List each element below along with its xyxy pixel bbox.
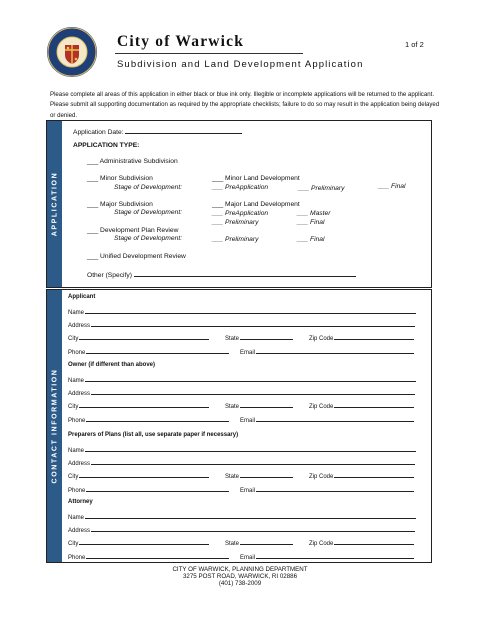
option-dev-plan-preliminary[interactable]: ___ Preliminary — [212, 236, 259, 243]
owner-email-row — [240, 415, 414, 424]
applicant-city-field[interactable] — [79, 333, 209, 340]
other-specify-row — [87, 270, 356, 279]
attorney-city-label: City — [68, 541, 79, 547]
owner-phone-field[interactable] — [86, 415, 229, 422]
applicant-zip-label: Zip Code — [309, 336, 334, 342]
option-minor-subdivision[interactable]: ___ Minor Subdivision — [87, 175, 153, 182]
option-administrative-subdivision[interactable]: ___ Administrative Subdivision — [87, 158, 178, 165]
owner-state-row — [225, 401, 293, 410]
preparer-address-label: Address — [68, 461, 91, 467]
owner-address-field[interactable] — [91, 388, 415, 395]
stage-label-minor: Stage of Development: — [114, 184, 183, 191]
attorney-address-row — [68, 525, 415, 534]
applicant-city-row — [68, 333, 209, 342]
preparer-name-row — [68, 445, 416, 454]
attorney-address-label: Address — [68, 528, 91, 534]
preparer-phone-field[interactable] — [86, 485, 229, 492]
attorney-state-row — [225, 538, 293, 547]
footer-department: CITY OF WARWICK, PLANNING DEPARTMENT — [172, 566, 308, 573]
preparer-address-row — [68, 458, 415, 467]
applicant-address-row — [68, 320, 415, 329]
applicant-phone-label: Phone — [68, 350, 86, 356]
title-divider — [115, 53, 303, 54]
application-date-field[interactable] — [125, 127, 242, 134]
attorney-email-row — [240, 552, 414, 561]
option-minor-preliminary[interactable]: ___ Preliminary — [298, 185, 345, 192]
owner-phone-row — [68, 415, 229, 424]
attorney-zip-label: Zip Code — [309, 541, 334, 547]
attorney-state-label: State — [225, 541, 240, 547]
application-side-label: APPLICATION — [51, 171, 58, 237]
preparer-city-field[interactable] — [79, 471, 209, 478]
preparer-phone-label: Phone — [68, 488, 86, 494]
owner-phone-label: Phone — [68, 418, 86, 424]
owner-zip-label: Zip Code — [309, 404, 334, 410]
attorney-email-label: Email — [240, 555, 256, 561]
owner-email-label: Email — [240, 418, 256, 424]
preparer-address-field[interactable] — [91, 458, 415, 465]
applicant-state-label: State — [225, 336, 240, 342]
applicant-phone-row — [68, 347, 229, 356]
preparer-zip-field[interactable] — [334, 471, 414, 478]
preparer-state-field[interactable] — [240, 471, 293, 478]
preparer-state-label: State — [225, 474, 240, 480]
applicant-state-field[interactable] — [240, 333, 293, 340]
applicant-city-label: City — [68, 336, 79, 342]
owner-state-field[interactable] — [240, 401, 293, 408]
page-number: 1 of 2 — [405, 40, 424, 49]
footer-address: 3275 POST ROAD, WARWICK, RI 02886 — [182, 573, 298, 580]
preparer-heading: Preparers of Plans (list all, use separate paper if necessary) — [68, 432, 239, 438]
preparer-state-row — [225, 471, 293, 480]
attorney-address-field[interactable] — [91, 525, 415, 532]
application-date-label: Application Date: — [73, 129, 124, 136]
owner-state-label: State — [225, 404, 240, 410]
attorney-phone-label: Phone — [68, 555, 86, 561]
stage-label-major: Stage of Development: — [114, 209, 183, 216]
owner-email-field[interactable] — [256, 415, 414, 422]
attorney-phone-field[interactable] — [86, 552, 229, 559]
owner-address-row — [68, 388, 415, 397]
applicant-zip-field[interactable] — [334, 333, 414, 340]
stage-label-dev-plan: Stage of Development: — [114, 235, 183, 242]
other-specify-label: Other (Specify) — [87, 272, 132, 279]
option-unified-development-review[interactable]: ___ Unified Development Review — [87, 253, 186, 260]
attorney-name-row — [68, 512, 416, 521]
owner-zip-field[interactable] — [334, 401, 414, 408]
applicant-address-field[interactable] — [91, 320, 415, 327]
option-major-master[interactable]: ___ Master — [297, 210, 331, 217]
applicant-zip-row — [309, 333, 414, 342]
application-type-heading: APPLICATION TYPE: — [73, 142, 140, 149]
applicant-address-label: Address — [68, 323, 91, 329]
owner-city-field[interactable] — [79, 401, 209, 408]
attorney-email-field[interactable] — [256, 552, 414, 559]
option-minor-final[interactable]: ___ Final — [378, 183, 406, 190]
owner-name-row — [68, 375, 416, 384]
option-development-plan-review[interactable]: ___ Development Plan Review — [87, 227, 179, 234]
applicant-state-row — [225, 333, 293, 342]
preparer-name-label: Name — [68, 448, 85, 454]
option-major-subdivision[interactable]: ___ Major Subdivision — [87, 201, 153, 208]
footer-phone: (401) 738-2009 — [218, 580, 262, 587]
owner-name-field[interactable] — [85, 375, 416, 382]
option-minor-land-development[interactable]: ___ Minor Land Development — [212, 175, 300, 182]
attorney-name-label: Name — [68, 515, 85, 521]
preparer-zip-row — [309, 471, 414, 480]
preparer-email-row — [240, 485, 414, 494]
owner-zip-row — [309, 401, 414, 410]
applicant-name-row — [68, 307, 416, 316]
preparer-name-field[interactable] — [85, 445, 416, 452]
applicant-email-label: Email — [240, 350, 256, 356]
contact-side-label: CONTACT INFORMATION — [51, 368, 58, 484]
option-dev-plan-final[interactable]: ___ Final — [297, 236, 325, 243]
attorney-city-row — [68, 538, 209, 547]
preparer-email-label: Email — [240, 488, 256, 494]
attorney-zip-row — [309, 538, 414, 547]
page-subtitle: Subdivision and Land Development Application — [117, 59, 364, 70]
preparer-phone-row — [68, 485, 229, 494]
owner-city-row — [68, 401, 209, 410]
attorney-city-field[interactable] — [79, 538, 209, 545]
owner-city-label: City — [68, 404, 79, 410]
other-specify-field[interactable] — [134, 270, 356, 277]
option-major-final[interactable]: ___ Final — [297, 219, 325, 226]
option-major-land-development[interactable]: ___ Major Land Development — [212, 201, 300, 208]
option-major-preapplication[interactable]: ___ PreApplication — [212, 210, 269, 217]
contact-section — [46, 289, 432, 563]
attorney-zip-field[interactable] — [334, 538, 414, 545]
attorney-name-field[interactable] — [85, 512, 416, 519]
application-date-row — [73, 127, 242, 136]
owner-name-label: Name — [68, 378, 85, 384]
option-minor-preapplication[interactable]: ___ PreApplication — [212, 184, 269, 191]
applicant-name-field[interactable] — [85, 307, 416, 314]
option-major-preliminary[interactable]: ___ Preliminary — [212, 219, 259, 226]
applicant-email-field[interactable] — [256, 347, 414, 354]
owner-heading: Owner (if different than above) — [68, 362, 156, 368]
page-title: City of Warwick — [117, 33, 245, 50]
preparer-city-label: City — [68, 474, 79, 480]
attorney-phone-row — [68, 552, 229, 561]
instructions-text: Please complete all areas of this application in either black or blue ink only. Illegible or incomplete applications will be returned to the applicant. Please submit all supporting documentation as required by the appropriate checklists; failure to do so may result in the application being delayed or denied. — [50, 91, 440, 119]
attorney-state-field[interactable] — [240, 538, 293, 545]
applicant-phone-field[interactable] — [86, 347, 229, 354]
applicant-email-row — [240, 347, 414, 356]
owner-address-label: Address — [68, 391, 91, 397]
preparer-city-row — [68, 471, 209, 480]
applicant-name-label: Name — [68, 310, 85, 316]
applicant-heading: Applicant — [68, 294, 96, 300]
preparer-zip-label: Zip Code — [309, 474, 334, 480]
attorney-heading: Attorney — [68, 499, 93, 505]
city-seal-logo — [46, 26, 98, 78]
preparer-email-field[interactable] — [256, 485, 414, 492]
